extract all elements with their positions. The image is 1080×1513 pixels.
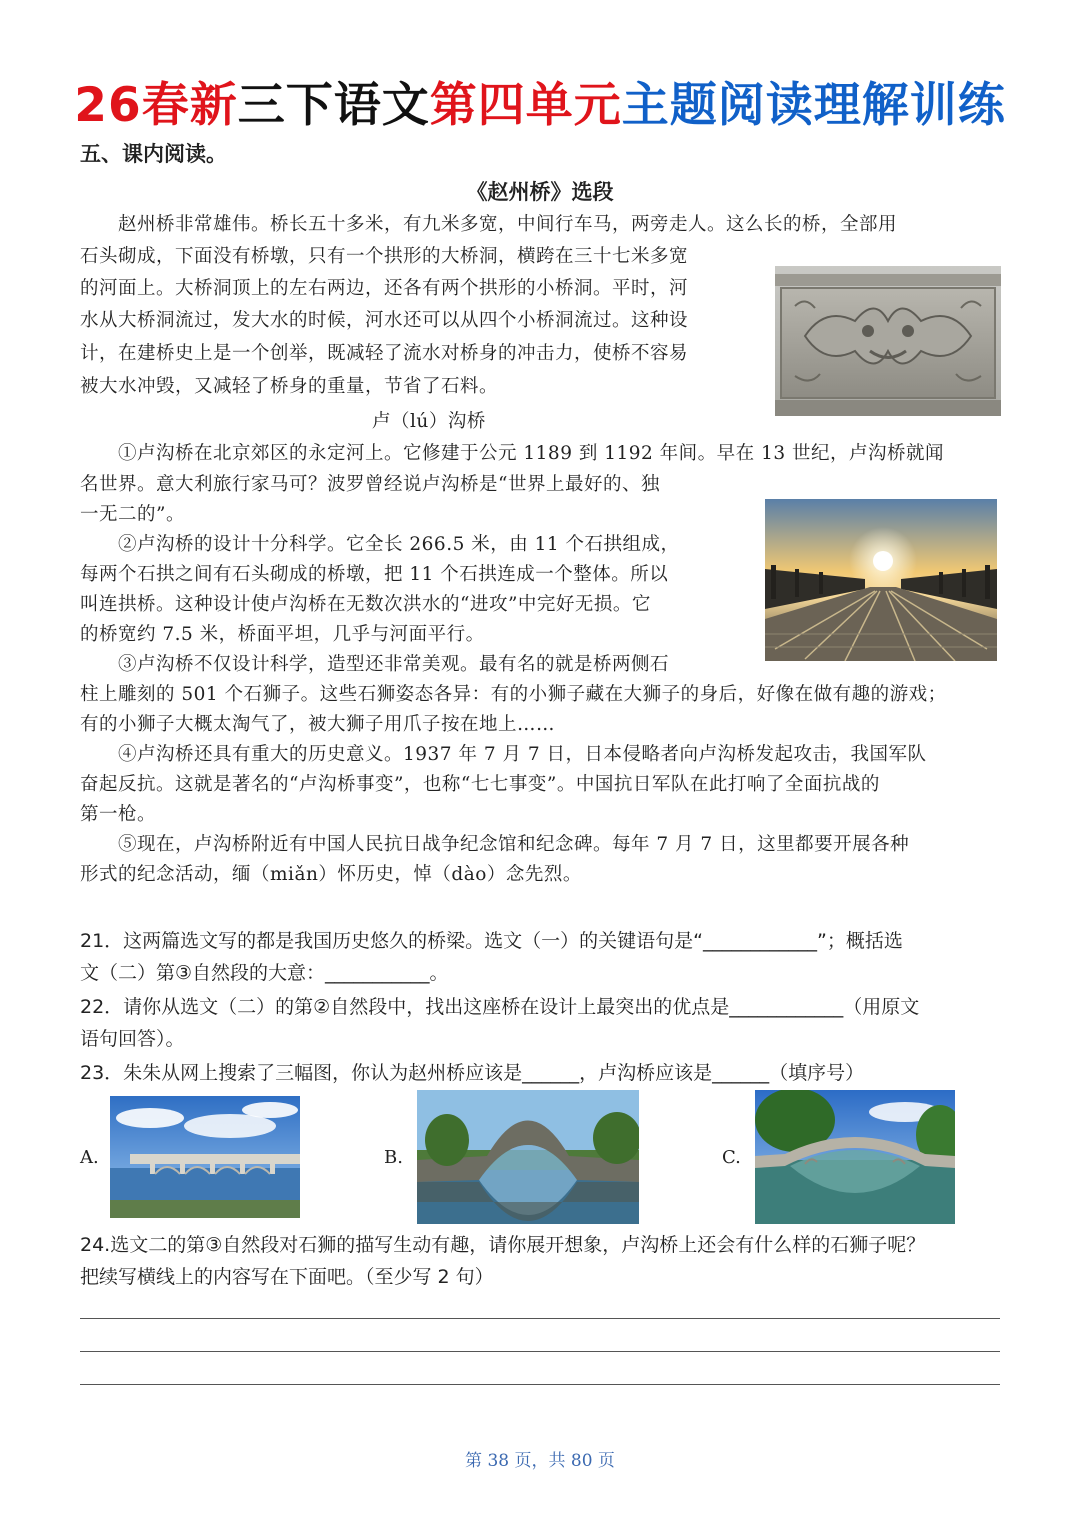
question-23: 23．朱朱从网上搜索了三幅图，你认为赵州桥应该是______，卢沟桥应该是______（填序号） (80, 1062, 865, 1084)
passage2-line: ①卢沟桥在北京郊区的永定河上。它修建于公元 1189 到 1192 年间。早在 13 世纪，卢沟桥就闻 (80, 443, 944, 464)
passage1-line: 石头砌成，下面没有桥墩，只有一个拱形的大桥洞，横跨在三十七米多宽 (80, 246, 689, 267)
passage1-line: 计，在建桥史上是一个创举，既减轻了流水对桥身的冲击力，使桥不容易 (80, 343, 689, 364)
passage2-line: 柱上雕刻的 501 个石狮子。这些石狮姿态各异：有的小狮子藏在大狮子的身后，好像在做有趣的游戏； (80, 684, 947, 705)
passage1-line: 被大水冲毁，又减轻了桥身的重量，节省了石料。 (80, 376, 499, 397)
question-21-line2: 文（二）第③自然段的大意：___________。 (80, 962, 449, 984)
question-24-line1: 24.选文二的第③自然段对石狮的描写生动有趣，请你展开想象，卢沟桥上还会有什么样的石狮子呢？ (80, 1234, 926, 1256)
option-b-label: B. (384, 1147, 403, 1168)
section-title: 五、课内阅读。 (80, 142, 227, 166)
passage2-line: 名世界。意大利旅行家马可？波罗曾经说卢沟桥是“世界上最好的、独 (80, 474, 660, 495)
title-part-1: 26春新 (74, 78, 238, 133)
passage2-line: 有的小狮子大概太淘气了，被大狮子用爪子按在地上…… (80, 714, 556, 735)
title-part-2: 三下语文 (237, 78, 430, 133)
question-22-line2: 语句回答）。 (80, 1028, 185, 1050)
passage2-line: 的桥宽约 7.5 米，桥面平坦，几乎与河面平行。 (80, 624, 485, 645)
page-title (0, 68, 1080, 135)
option-c-label: C. (722, 1147, 741, 1168)
title-part-4: 主题阅读理解训练 (621, 78, 1006, 133)
passage2-line: ④卢沟桥还具有重大的历史意义。1937 年 7 月 7 日，日本侵略者向卢沟桥发起攻击，我国军队 (80, 744, 927, 765)
passage2-line: ③卢沟桥不仅设计科学，造型还非常美观。最有名的就是桥两侧石 (80, 654, 670, 675)
title-part-3: 第四单元 (429, 78, 622, 133)
question-21-line1: 21．这两篇选文写的都是我国历史悠久的桥梁。选文（一）的关键语句是“____________”；概括选 (80, 930, 903, 952)
passage1-line: 赵州桥非常雄伟。桥长五十多米，有九米多宽，中间行车马，两旁走人。这么长的桥，全部用 (80, 214, 898, 235)
page-footer: 第 38 页，共 80 页 (465, 1451, 615, 1471)
answer-line[interactable] (80, 1351, 1000, 1352)
question-24-line2: 把续写横线上的内容写在下面吧。（至少写 2 句） (80, 1266, 494, 1288)
passage2-line: ②卢沟桥的设计十分科学。它全长 266.5 米，由 11 个石拱组成， (80, 534, 680, 555)
passage2-line: 每两个石拱之间有石头砌成的桥墩，把 11 个石拱连成一个整体。所以 (80, 564, 669, 585)
sunset-bridge-image (765, 499, 997, 661)
passage1-line: 的河面上。大桥洞顶上的左右两边，还各有两个拱形的小桥洞。平时，河 (80, 278, 689, 299)
stone-carving-image (775, 266, 1001, 416)
answer-line[interactable] (80, 1384, 1000, 1385)
passage2-line: 一无二的”。 (80, 504, 185, 525)
option-a-label: A. (80, 1147, 99, 1168)
option-a-image (110, 1096, 300, 1218)
answer-line[interactable] (80, 1318, 1000, 1319)
passage2-line: 第一枪。 (80, 804, 157, 825)
passage2-line: ⑤现在，卢沟桥附近有中国人民抗日战争纪念馆和纪念碑。每年 7 月 7 日，这里都要开展各种 (80, 834, 910, 855)
passage2-line: 奋起反抗。这就是著名的“卢沟桥事变”，也称“七七事变”。中国抗日军队在此打响了全面抗战的 (80, 774, 880, 795)
passage1-title: 《赵州桥》选段 (466, 180, 614, 204)
option-c-image (755, 1090, 955, 1224)
option-b-image (417, 1090, 639, 1224)
question-22-line1: 22．请你从选文（二）的第②自然段中，找出这座桥在设计上最突出的优点是____________（用原文 (80, 996, 920, 1018)
passage2-line: 叫连拱桥。这种设计使卢沟桥在无数次洪水的“进攻”中完好无损。它 (80, 594, 651, 615)
passage2-line: 形式的纪念活动，缅（miǎn）怀历史，悼（dào）念先烈。 (80, 864, 582, 885)
passage1-line: 水从大桥洞流过，发大水的时候，河水还可以从四个小桥洞流过。这种设 (80, 310, 689, 331)
passage2-title: 卢（lú）沟桥 (372, 411, 486, 432)
